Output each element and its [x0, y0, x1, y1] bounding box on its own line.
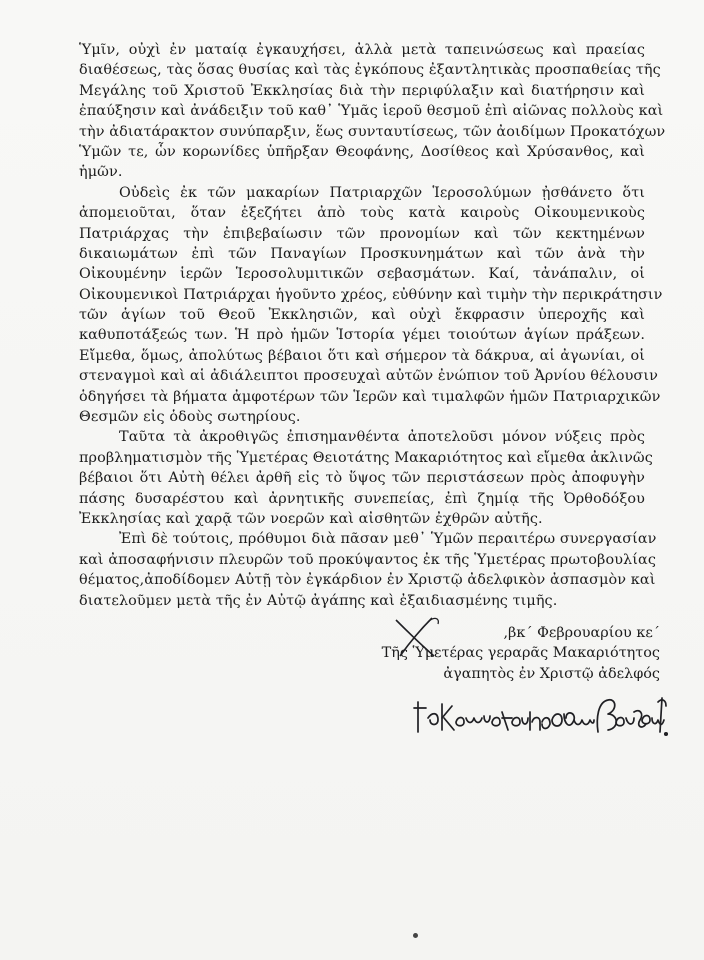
paragraph-line: ὁδηγήσει τὰ βήματα ἀμφοτέρων τῶν Ἱερῶν καὶ τιμαλφῶν ἡμῶν Πατριαρχικῶν	[79, 388, 661, 405]
paragraph-line: Ὑμῶν τε, ὧν κορωνίδες ὑπῆρξαν Θεοφάνης, Δοσίθεος καὶ Χρύσανθος, καὶ	[79, 143, 645, 160]
paragraph-line: διατελοῦμεν μετὰ τῆς ἐν Αὐτῷ ἀγάπης καὶ ἐξαιδιασμένης τιμῆς.	[79, 592, 558, 609]
closing-block	[300, 623, 660, 684]
paragraph	[79, 183, 663, 428]
paragraph-line: Ὑμῖν, οὐχὶ ἐν ματαίᾳ ἐγκαυχήσει, ἀλλὰ μετὰ ταπεινώσεως καὶ πραείας	[79, 42, 645, 58]
paragraph-line: ἐπαύξησιν καὶ ἀνάδειξιν τοῦ καθ᾿ Ὑμᾶς ἱεροῦ θεσμοῦ ἐπὶ αἰῶνας πολλοὺς καὶ	[79, 103, 664, 120]
paragraph-line: Ταῦτα τὰ ἀκροθιγῶς ἐπισημανθέντα ἀποτελοῦσι μόνον νύξεις πρὸς	[119, 429, 645, 446]
paragraph	[79, 427, 653, 529]
letter-body	[79, 40, 666, 611]
paragraph-line: Οἰκουμένην ἱερῶν Ἱεροσολυμιτικῶν σεβασμάτων. Καί, τἀνάπαλιν, οἱ	[79, 266, 645, 283]
paragraph-line: στεναγμοὶ καὶ αἱ ἀδιάλειπτοι προσευχαὶ αὐτῶν ἐνώπιον τοῦ Ἀρνίου θέλουσιν	[79, 368, 658, 385]
date-line: ,βκ΄ Φεβρουαρίου κε΄	[503, 625, 660, 641]
paragraph-line: βέβαιοι ὅτι Αὐτὴ θέλει ἀρθῆ εἰς τὸ ὕψος τῶν περιστάσεων πρὸς ἀποφυγὴν	[79, 470, 645, 487]
paragraph-line: Πατριάρχας τὴν ἐπιβεβαίωσιν τῶν προνομίων καὶ τῶν κεκτημένων	[79, 225, 645, 242]
paragraph-line: πάσης δυσαρέστου καὶ ἀρνητικῆς συνεπείας, ἐπὶ ζημίᾳ τῆς Ὀρθοδόξου	[79, 490, 645, 507]
paragraph-line: τὴν ἀδιατάρακτον συνύπαρξιν, ἕως συνταυτίσεως, τῶν ἀοιδίμων Προκατόχων	[79, 123, 666, 140]
paragraph-line: Θεσμῶν εἰς ὁδοὺς σωτηρίους.	[79, 409, 301, 426]
paragraph-line: Εἴμεθα, ὅμως, ἀπολύτως βέβαιοι ὅτι καὶ σήμερον τὰ δάκρυα, αἱ ἀγωνίαι, οἱ	[79, 347, 645, 364]
paragraph-line: δικαιωμάτων ἐπὶ τῶν Παναγίων Προσκυνημάτων καὶ τῶν ἀνὰ τὴν	[79, 245, 645, 262]
paragraph-line: προβληματισμὸν τῆς Ὑμετέρας Θειοτάτης Μακαριότητος καὶ εἴμεθα ἀκλινῶς	[79, 449, 653, 466]
handwritten-signature	[412, 688, 670, 743]
footer-dot	[413, 933, 418, 938]
paragraph-line: καὶ ἀποσαφήνισιν πλευρῶν τοῦ προκύψαντος ἐκ τῆς Ὑμετέρας πρωτοβουλίας	[79, 551, 657, 568]
handwritten-initial-mark	[388, 612, 448, 662]
paragraph-line: Ἐπὶ δὲ τούτοις, πρόθυμοι διὰ πᾶσαν μεθ᾿ Ὑμῶν περαιτέρω συνεργασίαν	[119, 531, 657, 548]
paragraph-line: θέματος,ἀποδίδομεν Αὐτῇ τὸν ἐγκάρδιον ἐν Χριστῷ ἀδελφικὸν ἀσπασμὸν καὶ	[79, 572, 656, 589]
paragraph-line: Οὐδεὶς ἐκ τῶν μακαρίων Πατριαρχῶν Ἱεροσολύμων ᾐσθάνετο ὅτι	[119, 184, 645, 201]
paragraph-line: Μεγάλης τοῦ Χριστοῦ Ἐκκλησίας διὰ τὴν περιφύλαξιν καὶ διατήρησιν καὶ	[79, 82, 645, 99]
paragraph-line: τῶν ἁγίων τοῦ Θεοῦ Ἐκκλησιῶν, καὶ οὐχὶ ἔκφρασιν ὑπεροχῆς καὶ	[79, 307, 645, 324]
paragraph-line: Οἰκουμενικοὶ Πατριάρχαι ἡγοῦντο χρέος, εὐθύνην καὶ τιμὴν τὴν περικράτησιν	[79, 286, 663, 303]
address-line: Τῆς Ὑμετέρας γεραρᾶς Μακαριότητος	[381, 645, 660, 662]
sign-off-line: ἀγαπητὸς ἐν Χριστῷ ἀδελφός	[443, 665, 660, 682]
paragraph-line: ἡμῶν.	[79, 164, 123, 181]
paragraph-line: ἀπομειοῦται, ὅταν ἐξεζήτει ἀπὸ τοὺς κατὰ καιροὺς Οἰκουμενικοὺς	[79, 205, 645, 222]
paragraph	[79, 529, 657, 611]
paragraph-line: καθυποτάξεώς των. Ἡ πρὸ ἡμῶν Ἱστορία γέμει τοιούτων ἁγίων πράξεων.	[79, 327, 645, 344]
paragraph-line: Ἐκκλησίας καὶ χαρᾷ τῶν νοερῶν καὶ αἰσθητῶν ἐχθρῶν αὐτῆς.	[79, 510, 543, 527]
paragraph	[79, 40, 666, 183]
paragraph-line: διαθέσεως, τὰς ὅσας θυσίας καὶ τὰς ἐγκόπους ἐξαντλητικὰς προσπαθείας τῆς	[79, 62, 661, 79]
